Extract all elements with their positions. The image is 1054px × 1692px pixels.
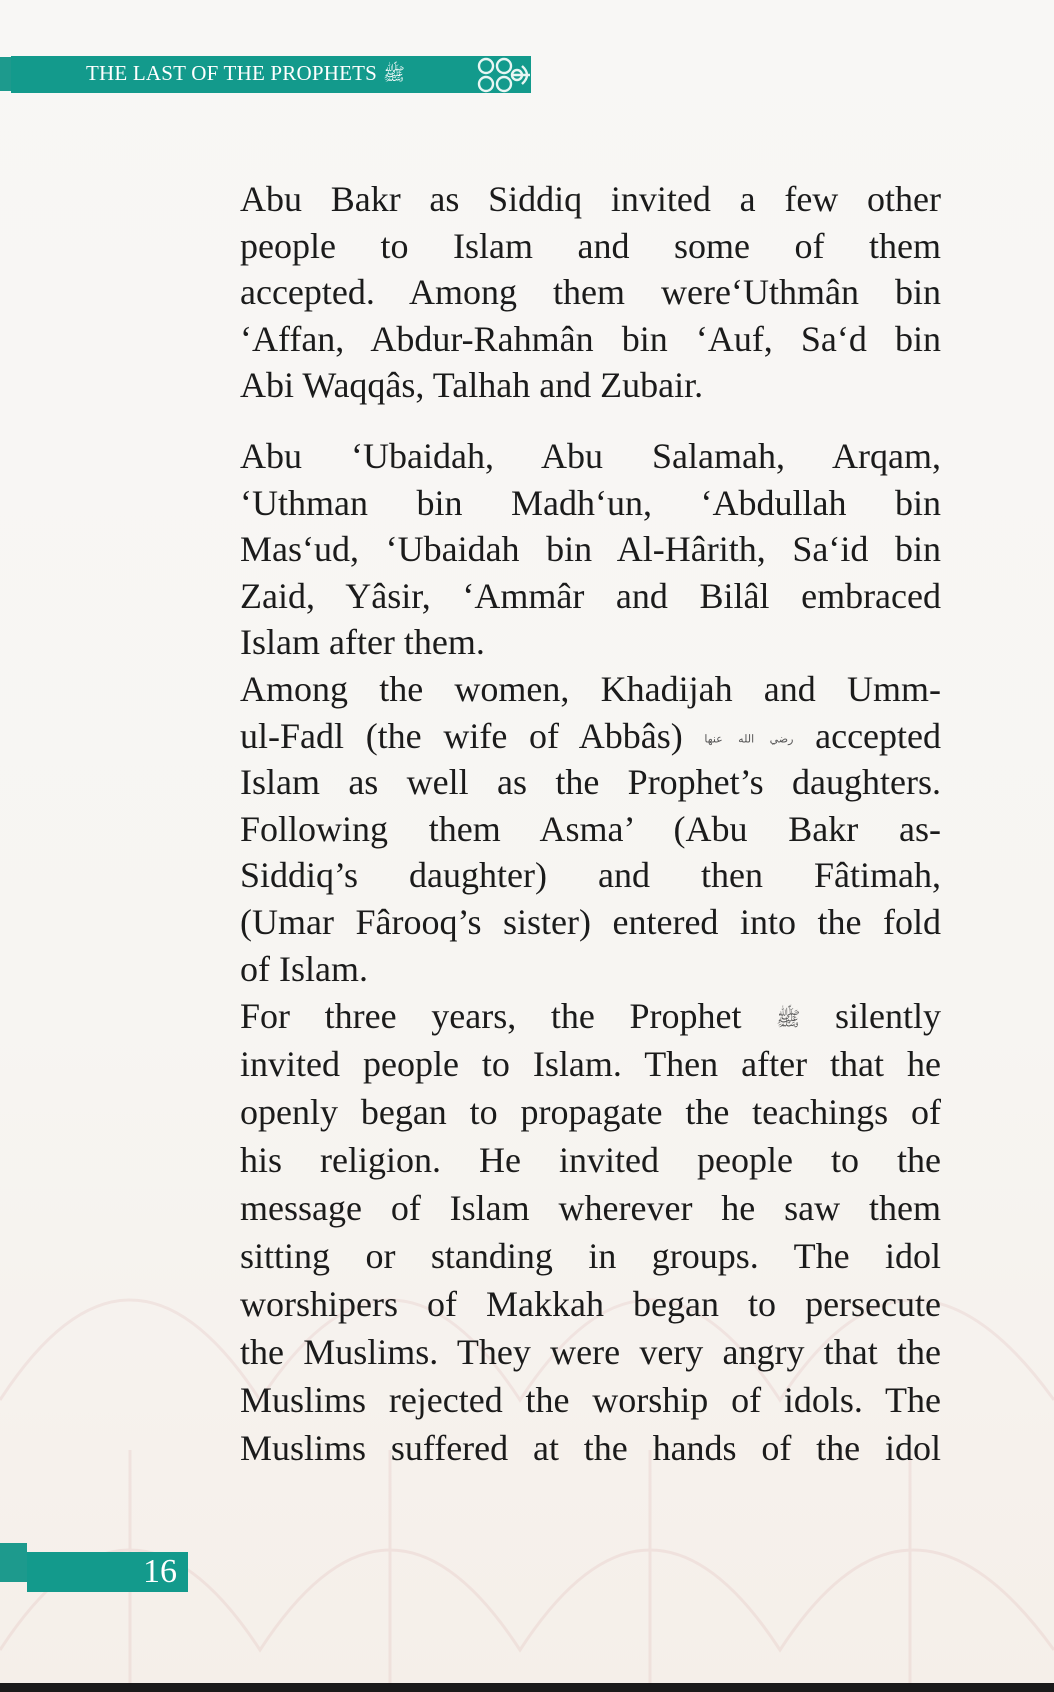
arabesque-ornament-icon bbox=[472, 54, 534, 96]
paragraph bbox=[240, 666, 941, 992]
text-line: sitting or standing in groups. The idol bbox=[240, 1236, 941, 1277]
text-line: ‘Affan, Abdur-Rahmân bin ‘Auf, Sa‘d bin bbox=[240, 318, 941, 359]
text-line bbox=[240, 713, 941, 760]
page-body bbox=[240, 176, 941, 1472]
text-line bbox=[240, 992, 941, 1040]
paragraph bbox=[240, 992, 941, 1472]
text-line: his religion. He invited people to the bbox=[240, 1140, 941, 1181]
paragraph bbox=[240, 176, 941, 409]
text-line: accepted. Among them were‘Uthmân bin bbox=[240, 272, 941, 313]
honorific-icon: ﷺ bbox=[776, 1008, 801, 1031]
running-header bbox=[86, 61, 405, 89]
text-line: message of Islam wherever he saw them bbox=[240, 1188, 941, 1229]
footer-accent-stub bbox=[0, 1543, 27, 1582]
text-line: worshipers of Makkah began to persecute bbox=[240, 1284, 941, 1325]
text-line: Zaid, Yâsir, ‘Ammâr and Bilâl embraced bbox=[240, 575, 941, 616]
text-line: Abu ‘Ubaidah, Abu Salamah, Arqam, bbox=[240, 435, 941, 476]
text-line: Islam as well as the Prophet’s daughters. bbox=[240, 762, 941, 803]
page-number: 16 bbox=[143, 1553, 177, 1590]
text-segment: ul-Fadl (the wife of Abbâs) bbox=[240, 715, 683, 756]
paragraph bbox=[240, 433, 941, 666]
text-segment: accepted bbox=[815, 715, 942, 756]
text-line: openly began to propagate the teachings of bbox=[240, 1092, 941, 1133]
text-line: Islam after them. bbox=[240, 622, 485, 663]
text-line: Among the women, Khadijah and Umm- bbox=[240, 668, 941, 709]
page-edge bbox=[0, 1683, 1054, 1692]
text-line: the Muslims. They were very angry that the bbox=[240, 1332, 941, 1373]
book-title: THE LAST OF THE PROPHETS bbox=[86, 61, 378, 85]
header-accent-stub bbox=[0, 57, 11, 91]
text-line: Muslims suffered at the hands of the idol bbox=[240, 1428, 941, 1469]
text-line: Abu Bakr as Siddiq invited a few other bbox=[240, 179, 941, 219]
text-segment: silently bbox=[835, 996, 941, 1037]
text-line: Abi Waqqâs, Talhah and Zubair. bbox=[240, 365, 704, 406]
text-line: Siddiq’s daughter) and then Fâtimah, bbox=[240, 855, 941, 896]
text-line: Following them Asma’ (Abu Bakr as- bbox=[240, 808, 941, 849]
text-line: Muslims rejected the worship of idols. The bbox=[240, 1380, 941, 1421]
text-line: Mas‘ud, ‘Ubaidah bin Al-Hârith, Sa‘id bin bbox=[240, 529, 941, 570]
text-line: invited people to Islam. Then after that he bbox=[240, 1044, 941, 1085]
honorific-icon: ﷺ bbox=[383, 64, 405, 84]
text-line: people to Islam and some of them bbox=[240, 225, 941, 266]
text-line: (Umar Fârooq’s sister) entered into the fold bbox=[240, 901, 941, 942]
text-segment: For three years, the Prophet bbox=[240, 996, 742, 1037]
honorific-icon: رضي الله عنها bbox=[704, 732, 794, 745]
text-line: of Islam. bbox=[240, 948, 368, 989]
text-line: ‘Uthman bin Madh‘un, ‘Abdullah bin bbox=[240, 482, 941, 523]
